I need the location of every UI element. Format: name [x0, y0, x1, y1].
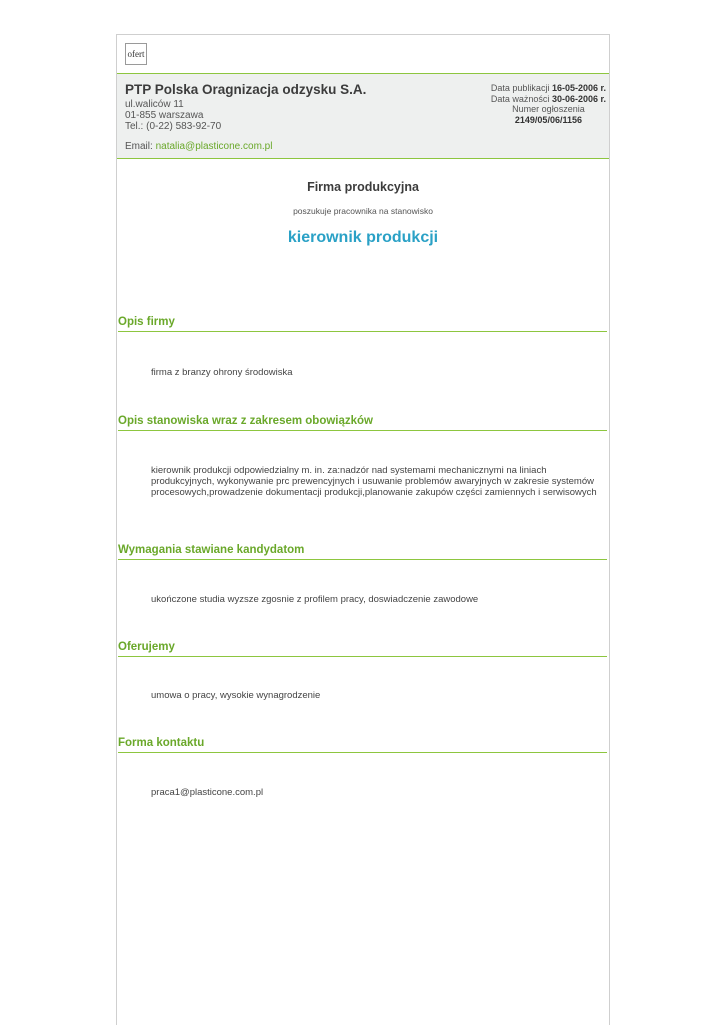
- section-title-job-description: Opis stanowiska wraz z zakresem obowiązków: [118, 415, 607, 431]
- seeking-text: poszukuje pracownika na stanowisko: [293, 206, 433, 216]
- section-title-company-description: Opis firmy: [118, 316, 607, 332]
- address-city: 01-855 warszawa: [125, 110, 204, 121]
- section-body-requirements: ukończone studia wyzsze zgosnie z profilem pracy, doswiadczenie zawodowe: [151, 594, 479, 605]
- email-row: [125, 141, 272, 152]
- company-header: [117, 74, 609, 159]
- address-street: ul.waliców 11: [125, 99, 184, 110]
- section-title-contact: Forma kontaktu: [118, 737, 607, 753]
- logo-row: [117, 35, 609, 74]
- valid-label: Data ważności: [490, 93, 550, 104]
- section-body-we-offer: umowa o pracy, wysokie wynagrodzenie: [151, 690, 321, 701]
- position-title: kierownik produkcji: [287, 229, 439, 246]
- email-label: Email:: [125, 141, 153, 152]
- section-title-requirements: Wymagania stawiane kandydatom: [118, 544, 607, 560]
- logo: ofert: [125, 43, 147, 65]
- email-link[interactable]: natalia@plasticone.com.pl: [155, 141, 273, 152]
- section-body-company-description: firma z branzy ohrony środowiska: [151, 367, 293, 378]
- company-title: Firma produkcyjna: [307, 180, 419, 194]
- section-title-we-offer: Oferujemy: [118, 641, 607, 657]
- number-label: Numer ogłoszenia: [512, 104, 585, 114]
- offer-frame: [116, 34, 610, 1025]
- phone: Tel.: (0-22) 583-92-70: [125, 121, 222, 132]
- section-body-job-description: kierownik produkcji odpowiedzialny m. in. za:nadzór nad systemami mechanicznymi na liniach produkcyjnych, wykonywanie prc prewencyjnych i usuwanie problemów awaryjnych w zakresie systemów procesowych,prowadzenie dokumentacji produkcji,planowanie zakupów części zamiennych i serwisowych: [151, 465, 597, 498]
- pub-date: 16-05-2006 r.: [551, 83, 606, 93]
- pub-label: Data publikacji: [490, 83, 550, 93]
- section-body-contact: praca1@plasticone.com.pl: [151, 787, 264, 798]
- offer-number: 2149/05/06/1156: [514, 114, 582, 125]
- valid-date: 30-06-2006 r.: [551, 93, 606, 104]
- offer-meta: [491, 83, 606, 125]
- company-name: PTP Polska Oragnizacja odzysku S.A.: [125, 82, 367, 97]
